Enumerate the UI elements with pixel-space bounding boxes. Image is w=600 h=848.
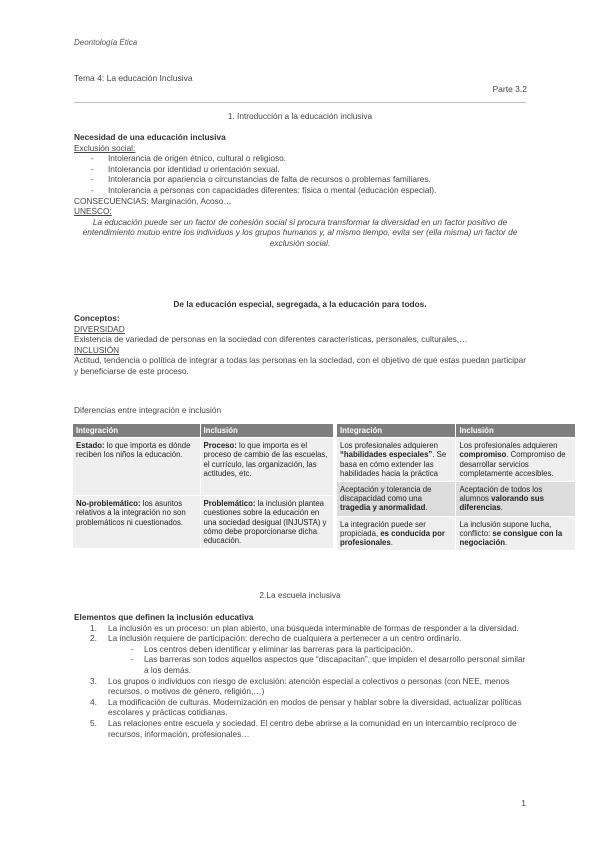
list-item: - Intolerancia por apariencia o circunstancias de falta de recursos o problemas familiares.: [74, 174, 526, 185]
cell-text: .: [500, 503, 503, 513]
list-item: [74, 718, 526, 739]
cell-text: lo que importa es dónde reciben los niños la educación.: [76, 441, 191, 460]
consecuencias-line: CONSECUENCIAS: Marginación, Acoso…: [74, 195, 232, 206]
diversidad-label: DIVERSIDAD: [74, 323, 125, 334]
cell-bold: es conducida por profesionales: [340, 528, 445, 548]
inclusion-text: Actitud, tendencia o política de integrar a todas las personas en la sociedad, con el objetivo de que estas puedan participar y beneficiarse de este proceso.: [74, 355, 527, 376]
comparison-table-right: [336, 423, 576, 551]
section1-content: [74, 132, 526, 249]
list-item: [74, 697, 526, 718]
cell-bold: “habilidades especiales”: [340, 450, 433, 460]
sub-list-item: - Las barreras son todos aquellos aspectos que “discapacitan”, que impiden el desarrollo personal similar a los demás.: [74, 654, 526, 675]
unesco-label: UNESCO:: [74, 206, 112, 217]
item-text: La inclusión requiere de participación: derecho de cualquiera a pertenecer a un centro ordinario.: [108, 633, 462, 644]
item-number: 2.: [90, 633, 97, 644]
section2-title: 2.La escuela inclusiva: [259, 590, 341, 600]
cell-bold: Estado:: [76, 441, 105, 451]
table-cell: [73, 438, 201, 496]
table-cell: [200, 496, 333, 549]
subject-header: Deontología Ética: [74, 38, 138, 47]
comparison-table-left: [72, 423, 334, 549]
table-cell: [456, 438, 576, 482]
need-heading: Necesidad de una educación inclusiva: [74, 132, 226, 142]
cell-text: Aceptación de todos los alumnos: [459, 485, 543, 504]
table-cell: [456, 482, 576, 517]
exclusion-list: [74, 153, 526, 195]
tema-title: Tema 4: La educación Inclusiva: [74, 73, 193, 83]
page-number: 1: [521, 798, 526, 808]
cell-text: lo que importa es el proceso de cambio de las escuelas, el currículo, las organización, las actitudes, etc.: [203, 441, 328, 478]
elements-list: [74, 623, 526, 644]
list-item: [74, 633, 526, 644]
table-cell: [337, 482, 456, 517]
sub-list-item: - Los centros deben identificar y eliminar las barreras para la participación.: [74, 644, 526, 655]
table-cell: [337, 438, 456, 482]
list-item: - Intolerancia a personas con capacidades diferentes: física o mental (educación especial).: [74, 185, 526, 196]
cell-text: .: [390, 538, 393, 548]
header-divider: [74, 102, 526, 103]
table-cell: [456, 516, 576, 551]
from-to-heading: De la educación especial, segregada, a la educación para todos.: [173, 299, 427, 309]
cell-text: Los profesionales adquieren: [459, 441, 558, 451]
inclusion-label: INCLUSIÓN: [74, 344, 120, 355]
cell-text: .: [425, 503, 428, 513]
elements-list-continued: [74, 676, 526, 740]
item-number: 1.: [90, 622, 97, 633]
table-header: Integración: [73, 424, 201, 438]
item-text: Los grupos o individuos con riesgo de exclusión: atención especial a colectivos o personas (con NEE, menos recursos, o motivos de género, religión,…): [108, 675, 510, 697]
cell-bold: tragedia y anormalidad: [340, 503, 426, 513]
item-text: La inclusión es un proceso: un plan abierto, una búsqueda interminable de formas de responder a la diversidad.: [108, 622, 519, 633]
item-text: La modificación de culturas. Modernización en modos de pensar y hablar sobre la diversidad, actualizar políticas escolares y prácticas cotidianas.: [108, 696, 522, 718]
table-header: Integración: [337, 424, 456, 438]
elements-heading: Elementos que definen la inclusión educativa: [74, 612, 254, 622]
cell-text: . Compromiso de desarrollar servicios completamente accesibles.: [459, 450, 566, 478]
cell-bold: valorando sus diferencias: [459, 494, 544, 513]
cell-bold: se consigue con la negociación: [459, 528, 563, 548]
cell-text: la inclusión plantea cuestiones sobre la educación en una sociedad desigual (INJUSTA) y cómo debe proporcionarse dicha educación.: [203, 499, 327, 546]
item-number: 4.: [90, 696, 97, 707]
list-item: - Intolerancia por identidad u orientación sexual.: [74, 164, 526, 175]
item-text: Las relaciones entre escuela y sociedad. El centro debe abrirse a la comunidad en un intercambio recíproco de recursos, información, profesionales…: [108, 717, 517, 739]
cell-bold: No-problemático:: [76, 499, 141, 509]
cell-text: .: [504, 538, 508, 548]
parte-label: Parte 3.2: [492, 84, 527, 94]
list-item: [74, 676, 526, 697]
list-item: - Intolerancia de origen étnico, cultural o religioso.: [74, 153, 526, 164]
conceptos-block: [74, 313, 526, 377]
cell-text: . Se basa en cómo extender las habilidades hacia la práctica: [340, 450, 447, 478]
cell-text: La inclusión supone lucha, conflicto:: [459, 519, 552, 538]
exclusion-label: Exclusión social:: [74, 142, 136, 153]
cell-bold: Proceso:: [203, 441, 237, 451]
table-cell: [73, 496, 201, 549]
unesco-quote: La educación puede ser un factor de cohesión social si procura transformar la diversidad en un factor positivo de entendimiento mutuo entre los individuos y los grupos humanos y, al mismo tiempo, evita ser (ella misma) un factor de exclusión social.: [82, 216, 518, 248]
cell-text: los asuntos relativos a la integración no son problemáticos ni cuestionados.: [76, 499, 186, 527]
diversidad-text: Existencia de variedad de personas en la sociedad con diferentes características, personales, culturales,…: [74, 334, 468, 345]
section2-content: [74, 612, 526, 739]
item-number: 3.: [90, 675, 97, 686]
cell-text: Aceptación y tolerancia de discapacidad como una: [340, 485, 432, 504]
cell-bold: Problemático:: [203, 499, 256, 509]
participation-sublist: [74, 644, 526, 676]
table-header: Inclusión: [456, 424, 576, 438]
cell-text: Los profesionales adquieren: [340, 441, 438, 451]
conceptos-heading: Conceptos:: [74, 313, 120, 323]
list-item: [74, 623, 526, 634]
table-cell: [200, 438, 333, 496]
table-cell: [337, 516, 456, 551]
section1-title: 1. Introducción a la educación inclusiva: [227, 111, 373, 121]
item-number: 5.: [90, 717, 97, 728]
cell-text: La integración puede ser propiciada,: [340, 519, 426, 538]
cell-bold: compromiso: [459, 450, 507, 460]
table-header: Inclusión: [200, 424, 333, 438]
diferencias-heading: Diferencias entre integración e inclusión: [74, 405, 222, 415]
